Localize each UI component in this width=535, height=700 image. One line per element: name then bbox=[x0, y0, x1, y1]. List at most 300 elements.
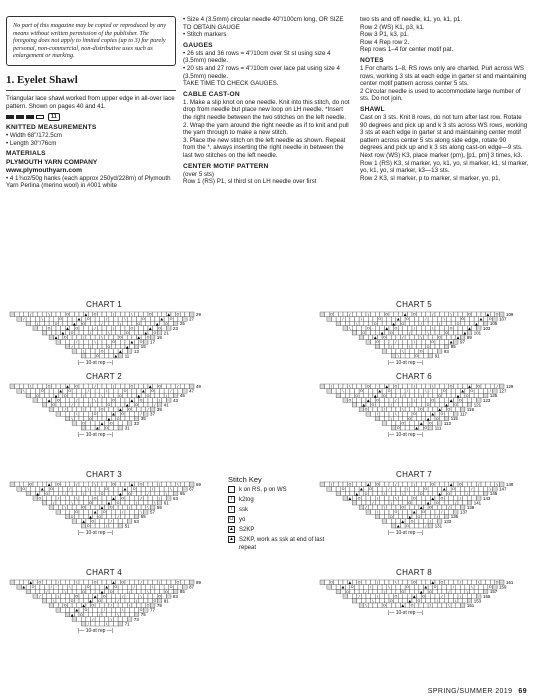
stitch-symbol: O bbox=[146, 393, 150, 398]
chart-cell bbox=[100, 621, 105, 626]
s2kp-icon: ▲ bbox=[229, 526, 234, 532]
chart-cell bbox=[93, 608, 98, 613]
chart-cell bbox=[88, 594, 93, 599]
chart-cell bbox=[410, 491, 415, 496]
chart-cell bbox=[463, 496, 468, 501]
chart-cell bbox=[352, 402, 357, 407]
chart-cell bbox=[442, 407, 447, 412]
chart-cell bbox=[86, 603, 91, 608]
chart-cell bbox=[430, 514, 435, 519]
chart-cell bbox=[56, 326, 61, 331]
chart-cell bbox=[107, 482, 112, 487]
chart-cell bbox=[428, 393, 433, 398]
chart-cell bbox=[380, 312, 385, 317]
chart-cell bbox=[433, 389, 438, 394]
stitch-symbol: / bbox=[365, 505, 367, 510]
chart-cell bbox=[81, 621, 86, 626]
stitch-symbol: ▲ bbox=[449, 340, 453, 345]
chart-cell bbox=[364, 393, 369, 398]
chart-cell bbox=[95, 589, 100, 594]
chart-cell bbox=[79, 384, 84, 389]
chart-cell bbox=[380, 416, 385, 421]
chart-cell bbox=[120, 514, 125, 519]
stitch-symbol: O bbox=[394, 326, 398, 331]
chart-cell bbox=[361, 482, 366, 487]
chart-cell bbox=[421, 384, 426, 389]
chart-cell bbox=[405, 505, 410, 510]
chart-cell bbox=[77, 617, 82, 622]
chart-cell bbox=[56, 312, 61, 317]
chart-cell bbox=[437, 389, 442, 394]
chart-cell bbox=[100, 389, 105, 394]
chart-cell bbox=[47, 402, 52, 407]
chart-title: CHART 5 bbox=[396, 300, 433, 309]
chart-cell bbox=[387, 505, 392, 510]
chart-cell bbox=[63, 389, 68, 394]
chart-cell bbox=[426, 514, 431, 519]
stitch-symbol: ▲ bbox=[373, 393, 377, 398]
chart-grid bbox=[318, 311, 524, 359]
stitch-symbol: ▲ bbox=[373, 335, 377, 340]
chart-cell bbox=[100, 585, 105, 590]
chart-cell bbox=[116, 340, 121, 345]
chart-cell bbox=[426, 580, 431, 585]
chart-cell bbox=[430, 510, 435, 515]
stitch-symbol: O bbox=[401, 505, 405, 510]
chart-cell bbox=[42, 580, 47, 585]
chart-cell bbox=[398, 482, 403, 487]
chart-cell bbox=[130, 594, 135, 599]
chart-cell bbox=[364, 389, 369, 394]
chart-cell bbox=[54, 317, 59, 322]
gauges-heading: GAUGES bbox=[183, 41, 213, 49]
chart-cell bbox=[56, 330, 61, 335]
chart-grid bbox=[8, 481, 214, 529]
chart-cell bbox=[470, 393, 475, 398]
chart-cell bbox=[109, 487, 114, 492]
stitch-symbol: \ bbox=[376, 510, 379, 515]
chart-cell bbox=[394, 312, 399, 317]
stitch-symbol: O bbox=[382, 393, 386, 398]
stitch-symbol: / bbox=[358, 594, 360, 599]
chart-cell bbox=[460, 491, 465, 496]
stitch-symbol: O bbox=[176, 580, 180, 585]
chart-cell bbox=[447, 321, 452, 326]
chart-cell bbox=[143, 500, 148, 505]
chart-cell bbox=[58, 407, 63, 412]
chart-cell bbox=[125, 510, 130, 515]
chart-cell bbox=[148, 402, 153, 407]
chart-cell bbox=[456, 491, 461, 496]
pattern-intro: Triangular lace shawl worked from upper edge in all-over lace pattern. Shown on pages 40 and 41. bbox=[6, 94, 175, 110]
chart-cell bbox=[86, 617, 91, 622]
chart-cell bbox=[327, 389, 332, 394]
chart-cell bbox=[33, 326, 38, 331]
chart-cell bbox=[401, 353, 406, 358]
company-website[interactable]: www.plymouthyarn.com bbox=[6, 166, 82, 174]
chart-cell bbox=[125, 594, 130, 599]
chart-cell bbox=[150, 393, 155, 398]
row-number: 19 bbox=[156, 335, 162, 340]
cable-step-3: 3. Place the new stitch on the left needle as shown. Repeat from the *, always inserting the right needle in between the last two stitches on the left needle. bbox=[183, 136, 346, 159]
chart-cell bbox=[91, 585, 96, 590]
chart-cell bbox=[444, 398, 449, 403]
chart-cell bbox=[130, 500, 135, 505]
chart-cell bbox=[463, 312, 468, 317]
chart-cell bbox=[449, 402, 454, 407]
chart-cell bbox=[414, 389, 419, 394]
chart-cell bbox=[325, 580, 330, 585]
stitch-symbol: \ bbox=[471, 585, 473, 590]
chart-cell bbox=[380, 412, 385, 417]
stitch-symbol: O bbox=[70, 514, 74, 519]
chart-cell bbox=[426, 482, 431, 487]
chart-cell bbox=[458, 326, 463, 331]
chart-cell bbox=[125, 412, 130, 417]
chart-cell bbox=[77, 393, 82, 398]
stitch-symbol: / bbox=[425, 317, 427, 322]
chart-cell bbox=[139, 598, 144, 603]
chart-cell bbox=[118, 425, 123, 430]
stitch-symbol: O bbox=[82, 505, 86, 510]
chart-cell bbox=[72, 421, 77, 426]
stitch-symbol: O bbox=[139, 482, 143, 487]
chart-cell bbox=[127, 389, 132, 394]
chart-cell bbox=[65, 496, 70, 501]
stitch-symbol: O bbox=[75, 510, 79, 515]
chart-cell bbox=[70, 398, 75, 403]
stitch-symbol: ▲ bbox=[66, 326, 69, 331]
chart-cell bbox=[148, 482, 153, 487]
stitch-symbol: \ bbox=[466, 589, 468, 594]
chart-cell bbox=[95, 349, 100, 354]
stitch-symbol: / bbox=[455, 501, 457, 505]
chart-cell bbox=[490, 580, 495, 585]
row-number: 139 bbox=[466, 505, 475, 510]
stitch-symbol: ▲ bbox=[93, 594, 97, 599]
chart-cell bbox=[109, 621, 114, 626]
chart-cell bbox=[70, 384, 75, 389]
chart-cell bbox=[430, 344, 435, 349]
chart-cell bbox=[444, 510, 449, 515]
chart-cell bbox=[373, 389, 378, 394]
chart-cell bbox=[104, 421, 109, 426]
chart-cell bbox=[17, 585, 22, 590]
stitch-symbol: O bbox=[387, 389, 391, 394]
stitch-symbol: / bbox=[376, 580, 379, 585]
stitch-symbol: ▲ bbox=[89, 514, 92, 519]
chart-cell bbox=[95, 505, 100, 510]
chart-cell bbox=[437, 317, 442, 322]
chart-cell bbox=[123, 321, 128, 326]
stitch-symbol: O bbox=[431, 340, 435, 345]
chart-cell bbox=[148, 330, 153, 335]
chart-cell bbox=[33, 312, 38, 317]
chart-cell bbox=[91, 487, 96, 492]
chart-cell bbox=[91, 491, 96, 496]
chart-cell bbox=[100, 317, 105, 322]
chart-cell bbox=[68, 321, 73, 326]
chart-cell bbox=[424, 335, 429, 340]
chart-cell bbox=[102, 402, 107, 407]
chart-cell bbox=[380, 500, 385, 505]
stitch-symbol: O bbox=[98, 599, 102, 603]
stitch-symbol: \ bbox=[57, 594, 59, 599]
chart-cell bbox=[139, 500, 144, 505]
chart-cell bbox=[391, 389, 396, 394]
chart-cell bbox=[120, 500, 125, 505]
chart-cell bbox=[424, 321, 429, 326]
chart-cell bbox=[134, 384, 139, 389]
stitch-symbol: ▲ bbox=[461, 389, 464, 394]
stitch-symbol: O bbox=[451, 487, 455, 492]
chart-cell bbox=[398, 496, 403, 501]
chart-cell bbox=[97, 608, 102, 613]
chart-cell bbox=[384, 412, 389, 417]
chart-cell bbox=[65, 514, 70, 519]
chart-cell bbox=[364, 321, 369, 326]
chart-cell bbox=[483, 389, 488, 394]
stitch-symbol: \ bbox=[383, 589, 386, 594]
chart-cell bbox=[382, 487, 387, 492]
stitch-symbol: O bbox=[63, 603, 67, 608]
stitch-symbol: ▲ bbox=[378, 389, 382, 394]
stitch-symbol: \ bbox=[82, 349, 85, 354]
stitch-symbol: O bbox=[63, 335, 67, 340]
stitch-symbol: / bbox=[64, 491, 66, 496]
stitch-symbol: O bbox=[376, 398, 379, 403]
chart-cell bbox=[54, 491, 59, 496]
chart-cell bbox=[467, 594, 472, 599]
chart-cell bbox=[368, 321, 373, 326]
chart-cell bbox=[104, 505, 109, 510]
chart-cell bbox=[17, 389, 22, 394]
stitch-symbol: O bbox=[442, 389, 446, 394]
chart-cell bbox=[118, 523, 123, 528]
chart-cell bbox=[58, 585, 63, 590]
chart-cell bbox=[364, 317, 369, 322]
chart-cell bbox=[84, 514, 89, 519]
chart-cell bbox=[382, 321, 387, 326]
chart-cell bbox=[451, 505, 456, 510]
stitch-symbol: / bbox=[105, 317, 108, 322]
chart-title: CHART 8 bbox=[396, 568, 433, 577]
footer-season: SPRING/SUMMER 2019 bbox=[427, 688, 513, 695]
chart-cell bbox=[97, 402, 102, 407]
chart-cell bbox=[111, 510, 116, 515]
chart-cell bbox=[387, 603, 392, 608]
chart-cell bbox=[107, 514, 112, 519]
chart-cell bbox=[371, 312, 376, 317]
stitch-symbol: O bbox=[114, 585, 118, 590]
chart-cell bbox=[355, 585, 360, 590]
stitch-symbol: ▲ bbox=[137, 393, 141, 398]
stitch-symbol: O bbox=[431, 482, 435, 487]
chart-cell bbox=[38, 384, 43, 389]
chart-cell bbox=[467, 496, 472, 501]
chart-cell bbox=[470, 589, 475, 594]
chart-cell bbox=[61, 412, 66, 417]
chart-cell bbox=[424, 353, 429, 358]
chart-cell bbox=[77, 335, 82, 340]
chart-cell bbox=[155, 389, 160, 394]
chart-cell bbox=[153, 482, 158, 487]
chart-cell bbox=[394, 514, 399, 519]
stitch-symbol: \ bbox=[165, 491, 168, 496]
chart-cell bbox=[470, 321, 475, 326]
chart-cell bbox=[139, 312, 144, 317]
chart-cell bbox=[72, 505, 77, 510]
chart-cell bbox=[396, 589, 401, 594]
stitch-symbol: ▲ bbox=[148, 384, 152, 389]
chart-cell bbox=[384, 330, 389, 335]
chart-cell bbox=[63, 487, 68, 492]
stitch-symbol: / bbox=[170, 389, 172, 394]
chart-cell bbox=[456, 487, 461, 492]
chart-cell bbox=[107, 326, 112, 331]
chart-cell bbox=[449, 500, 454, 505]
chart-cell bbox=[394, 416, 399, 421]
chart-cell bbox=[132, 491, 137, 496]
stitch-symbol: ▲ bbox=[112, 496, 115, 501]
chart-cell bbox=[366, 340, 371, 345]
stitch-symbol: ▲ bbox=[29, 580, 33, 585]
chart-cell bbox=[378, 491, 383, 496]
stitch-symbol: O bbox=[82, 421, 86, 426]
chart-cell bbox=[375, 416, 380, 421]
chart-cell bbox=[435, 402, 440, 407]
chart-cell bbox=[380, 496, 385, 501]
chart-cell bbox=[440, 402, 445, 407]
stitch-symbol: \ bbox=[349, 384, 351, 389]
chart-cell bbox=[345, 487, 350, 492]
chart-cell bbox=[474, 585, 479, 590]
chart-cell bbox=[380, 594, 385, 599]
chart-cell bbox=[153, 580, 158, 585]
chart-cell bbox=[134, 312, 139, 317]
chart-cell bbox=[338, 312, 343, 317]
chart-cell bbox=[398, 330, 403, 335]
stitch-symbol: ▲ bbox=[438, 407, 441, 412]
stitch-symbol: / bbox=[342, 317, 344, 322]
chart-cell bbox=[120, 482, 125, 487]
chart-cell bbox=[366, 598, 371, 603]
chart-cell bbox=[61, 402, 66, 407]
chart-cell bbox=[417, 510, 422, 515]
stitch-symbol: ▲ bbox=[93, 510, 97, 515]
chart-cell bbox=[463, 384, 468, 389]
row-number: 155 bbox=[483, 593, 491, 599]
stitch-symbol: O bbox=[158, 326, 161, 331]
shawl-step-2: Next row (WS) K3, place marker (pm), [p1, pm] 3 times, k3. bbox=[360, 151, 523, 159]
chart-cell bbox=[361, 326, 366, 331]
row-number: 105 bbox=[489, 321, 498, 327]
chart-cell bbox=[414, 491, 419, 496]
chart-cell bbox=[49, 335, 54, 340]
row-number: 121 bbox=[473, 402, 482, 408]
chart-cell bbox=[164, 585, 169, 590]
chart-cell bbox=[148, 496, 153, 501]
chart-cell bbox=[382, 421, 387, 426]
chart-cell bbox=[116, 330, 121, 335]
chart-cell bbox=[40, 321, 45, 326]
stitch-symbol: O bbox=[348, 398, 352, 403]
chart-cell bbox=[380, 340, 385, 345]
chart-cell bbox=[104, 353, 109, 358]
chart-cell bbox=[396, 491, 401, 496]
chart-cell bbox=[414, 505, 419, 510]
chart-cell bbox=[453, 330, 458, 335]
chart-cell bbox=[426, 398, 431, 403]
stitch-symbol: \ bbox=[402, 349, 404, 354]
stitch-symbol: O bbox=[84, 608, 88, 613]
chart-cell bbox=[143, 580, 148, 585]
chart-cell bbox=[343, 312, 348, 317]
chart-cell bbox=[114, 321, 119, 326]
chart-cell bbox=[378, 487, 383, 492]
chart-cell bbox=[440, 384, 445, 389]
chart-cell bbox=[109, 335, 114, 340]
chart-cell bbox=[86, 589, 91, 594]
stitch-symbol: ▲ bbox=[107, 416, 111, 421]
chart-cell bbox=[490, 482, 495, 487]
chart-cell bbox=[451, 389, 456, 394]
chart-cell bbox=[118, 585, 123, 590]
stitch-symbol: ▲ bbox=[100, 505, 104, 510]
chart-cell bbox=[378, 589, 383, 594]
chart-cell bbox=[65, 330, 70, 335]
chart-cell bbox=[95, 317, 100, 322]
stitch-symbol: O bbox=[426, 344, 430, 349]
chart-cell bbox=[109, 523, 114, 528]
chart-cell bbox=[70, 510, 75, 515]
row-number: 21 bbox=[163, 330, 169, 336]
chart-cell bbox=[414, 487, 419, 492]
chart-cell bbox=[49, 491, 54, 496]
chart-cell bbox=[88, 412, 93, 417]
chart-cell bbox=[173, 585, 178, 590]
stitch-symbol: O bbox=[118, 335, 122, 340]
chart-cell bbox=[104, 589, 109, 594]
stitch-symbol: \ bbox=[489, 487, 491, 492]
chart-cell bbox=[341, 321, 346, 326]
stitch-symbol: / bbox=[390, 344, 392, 349]
stitch-symbol: O bbox=[121, 496, 125, 501]
repeat-label: |— 10-st rep —| bbox=[78, 628, 114, 634]
stitch-symbol: / bbox=[395, 340, 397, 345]
chart-cell bbox=[79, 510, 84, 515]
stitch-symbol: O bbox=[458, 398, 462, 403]
chart-cell bbox=[403, 594, 408, 599]
chart-cell bbox=[449, 496, 454, 501]
stitch-symbol: O bbox=[417, 599, 421, 603]
chart-cell bbox=[91, 523, 96, 528]
chart-cell bbox=[79, 340, 84, 345]
stitch-symbol: O bbox=[121, 580, 125, 585]
stitch-symbol: O bbox=[394, 510, 398, 515]
chart-cell bbox=[127, 487, 132, 492]
chart-cell bbox=[45, 487, 50, 492]
chart-cell bbox=[104, 393, 109, 398]
chart-cell bbox=[325, 312, 330, 317]
chart-cell bbox=[84, 384, 89, 389]
stitch-symbol: O bbox=[373, 321, 377, 326]
chart-cell bbox=[359, 589, 364, 594]
chart-cell bbox=[472, 580, 477, 585]
chart-cell bbox=[84, 482, 89, 487]
chart-cell bbox=[88, 496, 93, 501]
chart-cell bbox=[160, 491, 165, 496]
